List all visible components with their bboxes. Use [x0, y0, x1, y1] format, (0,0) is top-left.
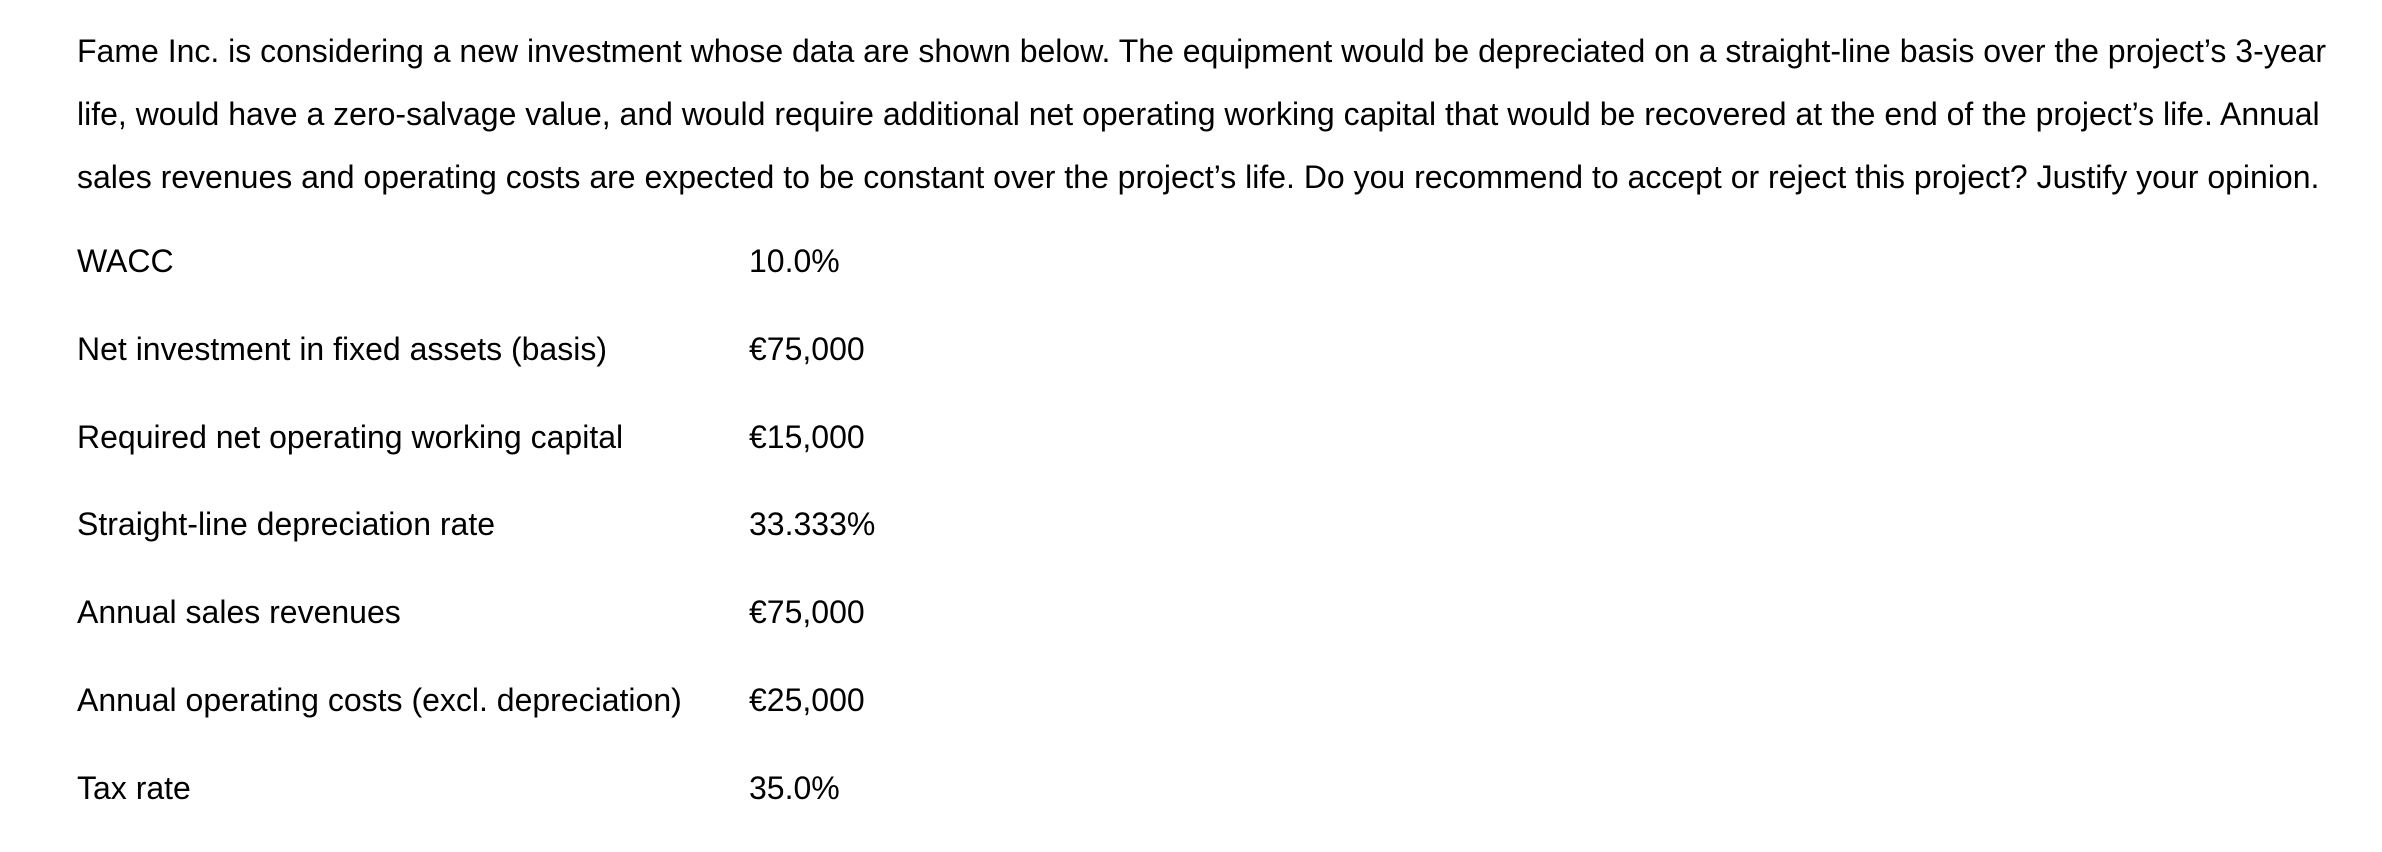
row-label: Annual sales revenues [77, 594, 401, 630]
problem-statement-line-2: life, would have a zero-salvage value, and would require additional net operating working capital that would be recovered at the end of the project’s life. Annual [77, 96, 2320, 132]
document-page [77, 0, 2327, 852]
row-value: 35.0% [749, 770, 840, 806]
table-row-tax-rate [77, 758, 1077, 818]
table-row-wacc [77, 231, 1077, 291]
table-row-working-capital [77, 407, 1077, 467]
table-row-operating-costs [77, 670, 1077, 730]
row-label: WACC [77, 243, 174, 279]
row-value: €75,000 [749, 594, 865, 630]
row-label: Required net operating working capital [77, 419, 624, 455]
row-label: Net investment in fixed assets (basis) [77, 331, 607, 367]
row-value: 33.333% [749, 506, 876, 542]
row-label: Tax rate [77, 770, 191, 806]
row-value: €25,000 [749, 682, 865, 718]
table-row-depreciation-rate [77, 494, 1077, 554]
row-value: 10.0% [749, 243, 840, 279]
row-label: Straight-line depreciation rate [77, 506, 496, 542]
problem-statement [77, 20, 2327, 209]
problem-statement-line-1: Fame Inc. is considering a new investment whose data are shown below. The equipment would be depreciated on a straight-line basis over the project’s 3-year [77, 33, 2326, 69]
row-value: €75,000 [749, 331, 865, 367]
problem-statement-line-3: sales revenues and operating costs are expected to be constant over the project’s life. Do you recommend to accept or reject this project? Justify your opinion. [77, 159, 2320, 195]
table-row-fixed-assets [77, 319, 1077, 379]
table-row-sales-revenues [77, 582, 1077, 642]
row-value: €15,000 [749, 419, 865, 455]
row-label: Annual operating costs (excl. depreciation) [77, 682, 682, 718]
